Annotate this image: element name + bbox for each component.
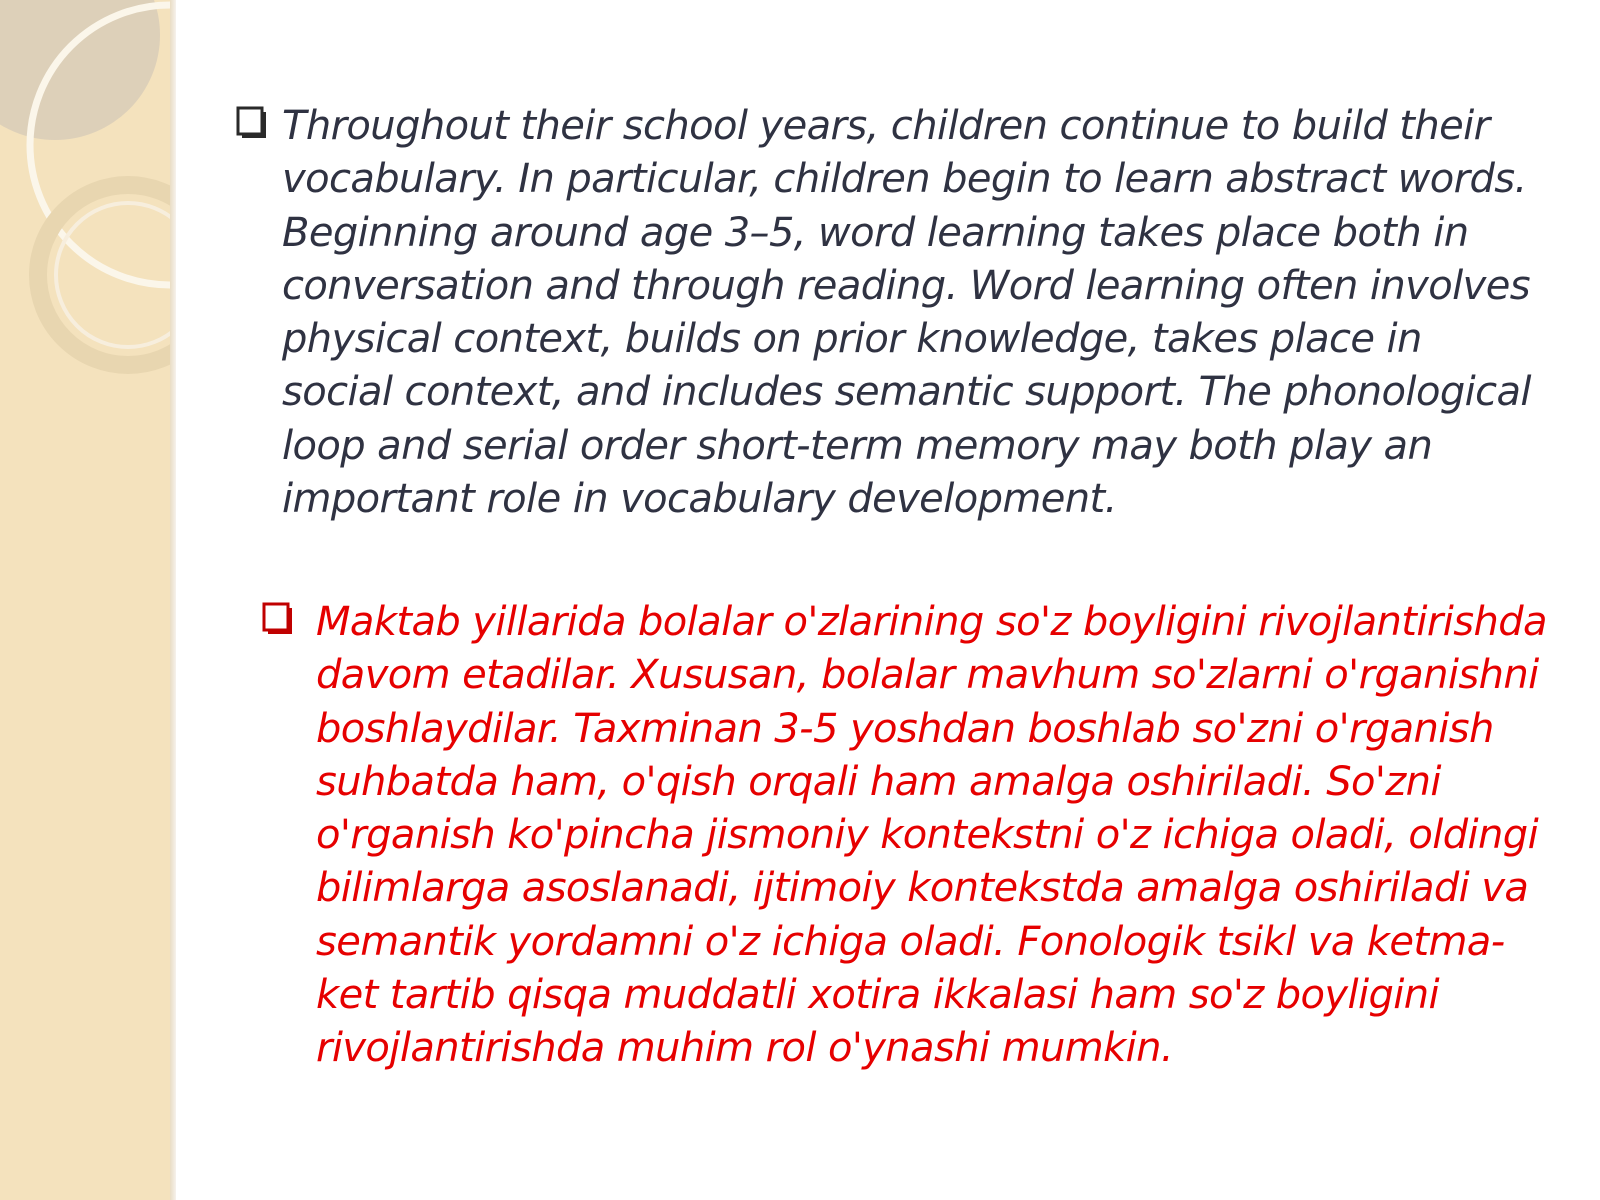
sidebar-edge bbox=[170, 0, 176, 1200]
bullet-text-english: Throughout their school years, children continue to build their vocabulary. In particular, children begin to learn abstract words. Beginning around age 3–5, word learning takes place both in conversation and through reading. Word learning often involves physical context, builds on prior knowledge, takes place in social context, and includes semantic support. The phonological loop and serial order short-term memory may both play an important role in vocabulary development. bbox=[282, 103, 1531, 523]
square-bullet-icon bbox=[262, 602, 294, 636]
bullet-uzbek bbox=[262, 596, 1552, 1076]
bullet-text-uzbek: Maktab yillarida bolalar o'zlarining so'z boyligini rivojlantirishda davom etadilar. Xususan, bolalar mavhum so'zlarni o'rganishni boshlaydilar. Taxminan 3-5 yoshdan boshlab so'zni o'rganish suhbatda ham, o'qish orqali ham amalga oshiriladi. So'zni o'rganish ko'pincha jismoniy kontekstni o'z ichiga oladi, oldingi bilimlarga asoslanadi, ijtimoiy kontekstda amalga oshiriladi va semantik yordamni o'z ichiga oladi. Fonologik tsikl va ketma-ket tartib qisqa muddatli xotira ikkalasi ham so'z boyligini rivojlantirishda muhim rol o'ynashi mumkin. bbox=[316, 599, 1547, 1072]
decorative-sidebar bbox=[0, 0, 176, 1200]
decorative-rings-icon bbox=[0, 0, 176, 1200]
square-bullet-icon bbox=[236, 106, 268, 140]
bullet-english bbox=[236, 100, 1536, 526]
